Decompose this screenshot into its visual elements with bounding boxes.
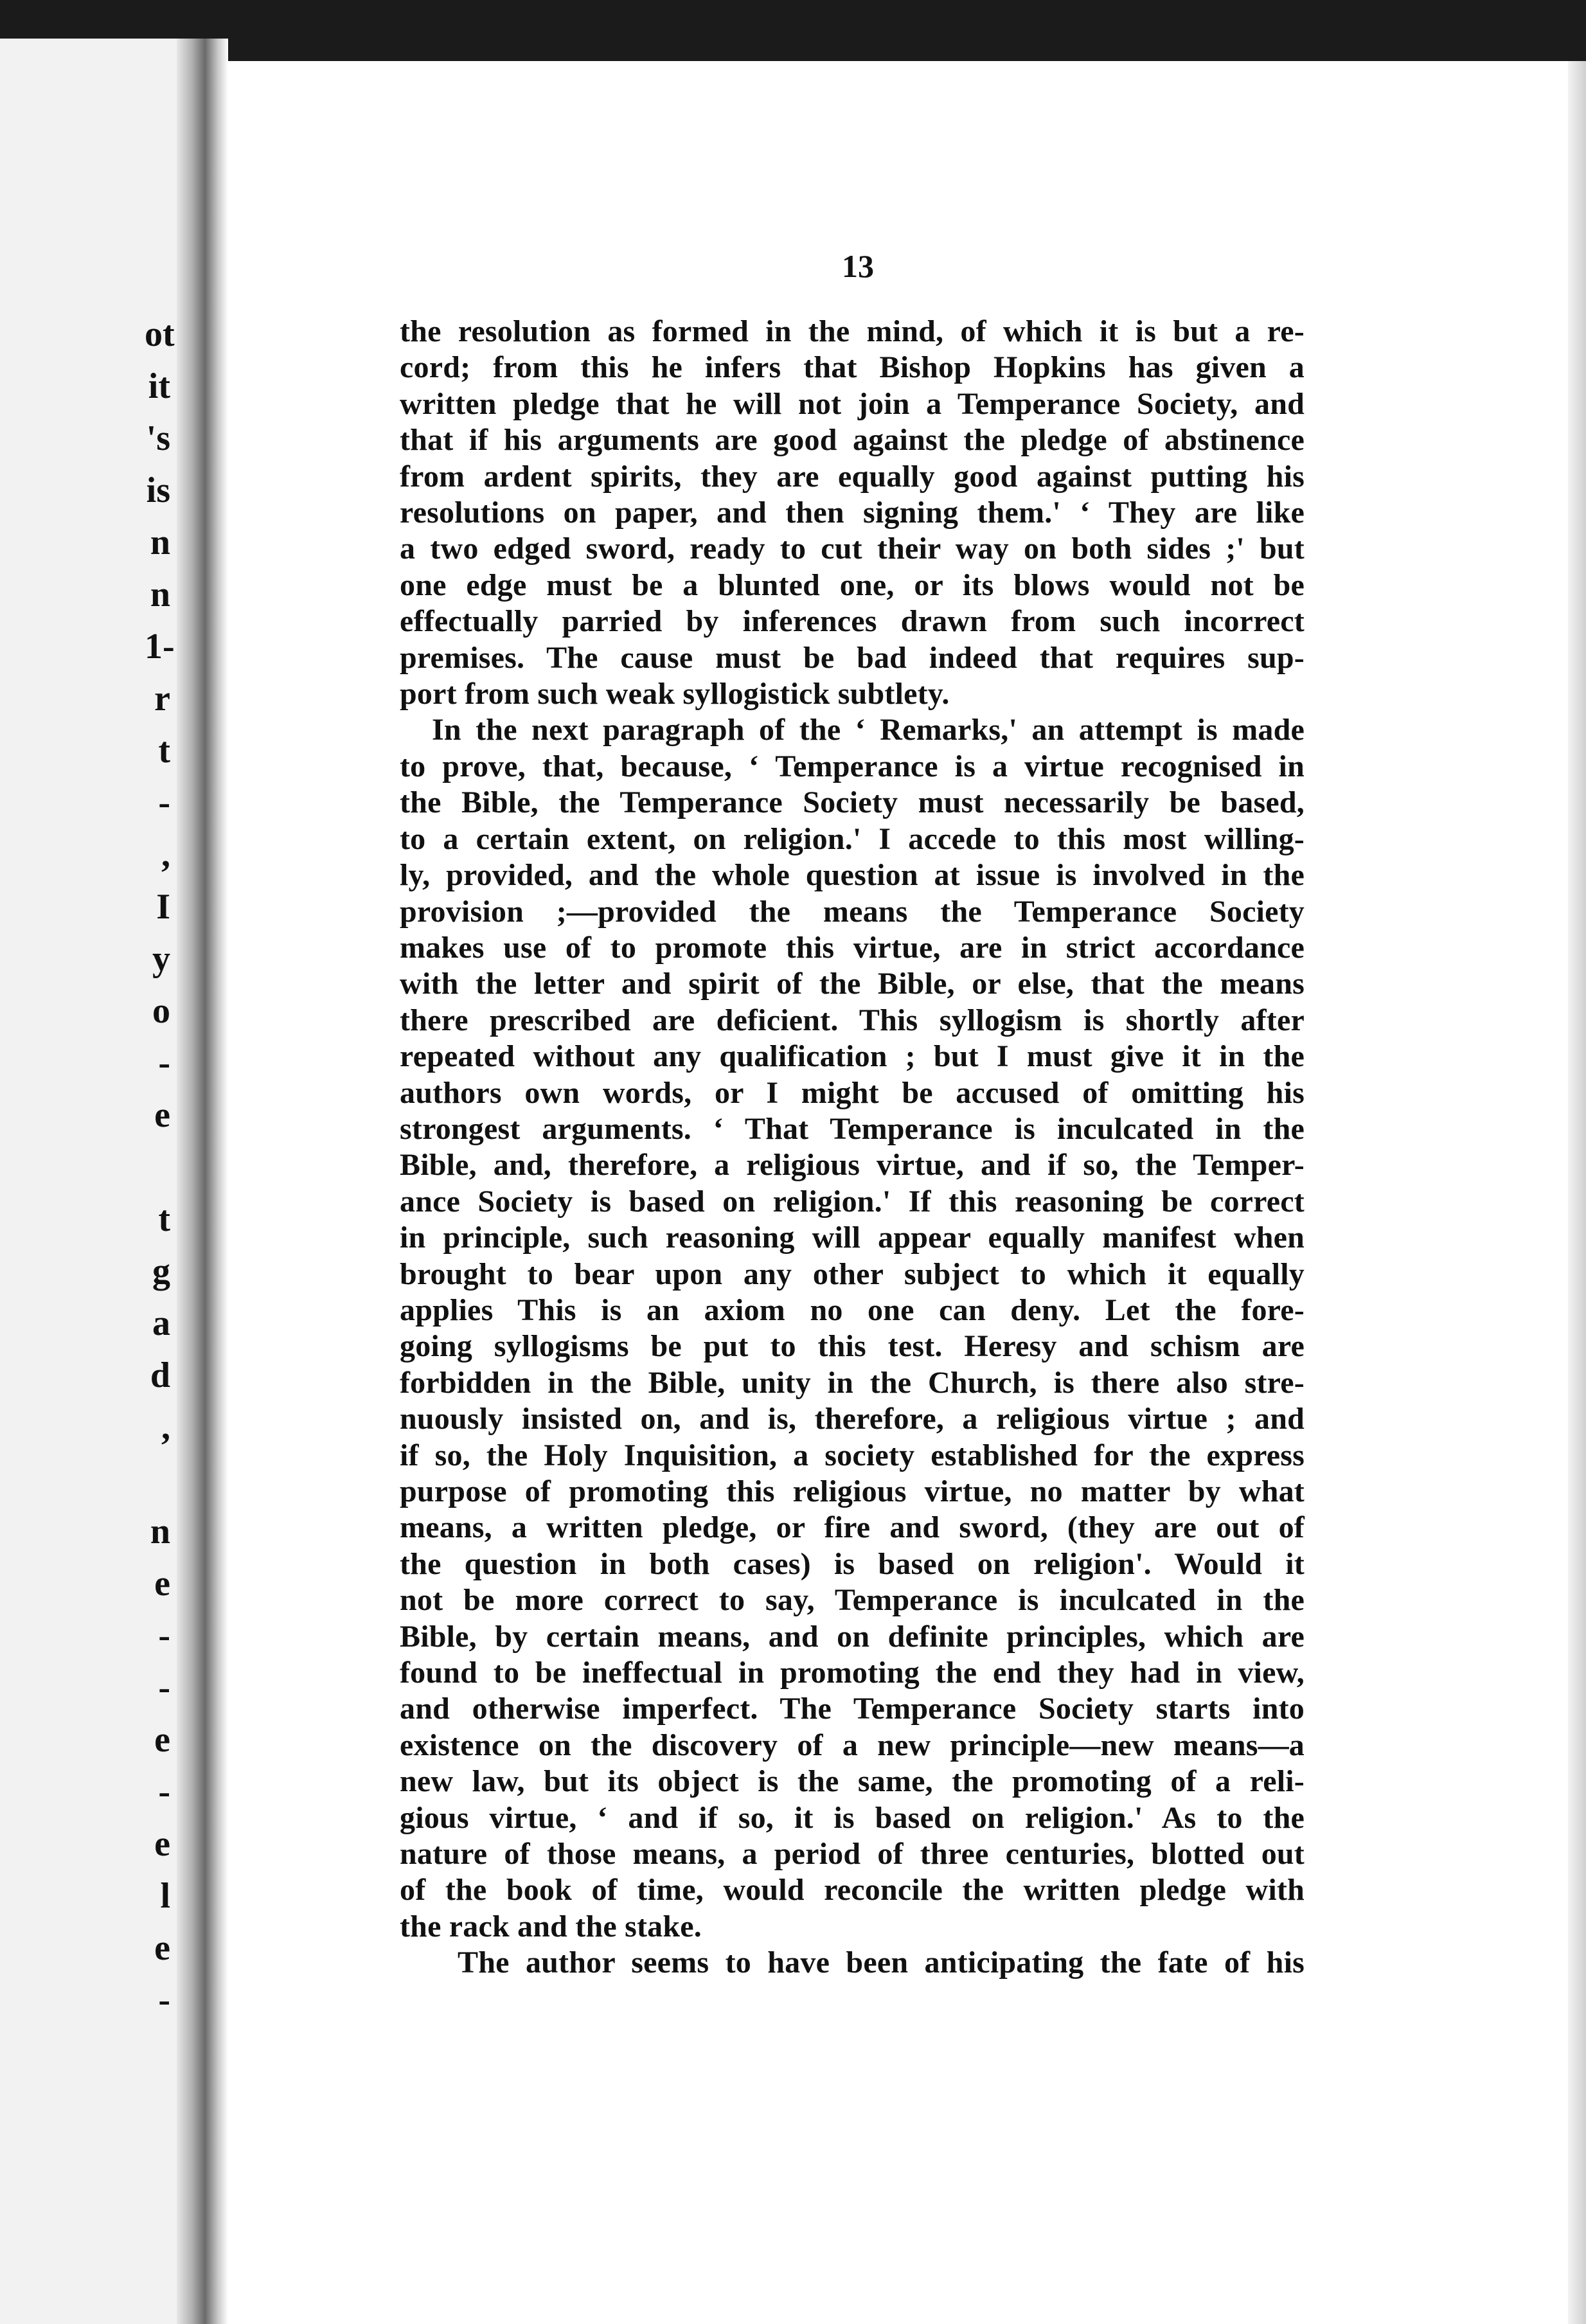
text-line: written pledge that he will not join a Temperance Society, and [400, 386, 1305, 421]
text-line: Bible, by certain means, and on definite principles, which are [400, 1619, 1305, 1654]
text-line: with the letter and spirit of the Bible, or else, that the means [400, 967, 1305, 1001]
text-line: premises. The cause must be bad indeed that requires sup- [400, 640, 1305, 675]
text-line: and otherwise imperfect. The Temperance Society starts into [400, 1692, 1305, 1726]
text-line: the question in both cases) is based on religion'. Would it [400, 1546, 1305, 1581]
text-line: cord; from this he infers that Bishop Hopkins has given a [400, 350, 1305, 385]
text-line: port from such weak syllogistick subtlety. [400, 677, 950, 711]
text-line: to a certain extent, on religion.' I accede to this most willing- [400, 821, 1305, 856]
text-line: means, a written pledge, or fire and sword, (they are out of [400, 1510, 1305, 1545]
text-line: in principle, such reasoning will appear equally manifest when [400, 1220, 1305, 1255]
text-line: not be more correct to say, Temperance is inculcated in the [400, 1583, 1305, 1618]
text-line: ance Society is based on religion.' If this reasoning be correct [400, 1184, 1305, 1219]
text-line: of the book of time, would reconcile the written pledge with [400, 1873, 1305, 1908]
body-text [400, 314, 1305, 1981]
text-line: found to be ineffectual in promoting the end they had in view, [400, 1656, 1305, 1690]
text-line: from ardent spirits, they are equally good against putting his [400, 459, 1305, 494]
text-line: going syllogisms be put to this test. Heresy and schism are [400, 1329, 1305, 1364]
text-line: nature of those means, a period of three centuries, blotted out [400, 1837, 1305, 1872]
text-line: if so, the Holy Inquisition, a society established for the express [400, 1438, 1305, 1472]
text-line: brought to bear upon any other subject to which it equally [400, 1256, 1305, 1291]
text-line: strongest arguments. ‘ That Temperance is inculcated in the [400, 1111, 1305, 1146]
text-line: existence on the discovery of a new principle—new means—a [400, 1728, 1305, 1762]
text-line: purpose of promoting this religious virtue, no matter by what [400, 1474, 1305, 1508]
text-line: the rack and the stake. [400, 1909, 702, 1944]
page-right-edge [1568, 61, 1586, 2324]
text-line: one edge must be a blunted one, or its blows would not be [400, 568, 1305, 602]
text-line: nuously insisted on, and is, therefore, a religious virtue ; and [400, 1402, 1305, 1436]
facing-page-edge [0, 39, 177, 2324]
text-line: repeated without any qualification ; but I must give it in the [400, 1039, 1305, 1074]
text-line: a two edged sword, ready to cut their way on both sides ;' but [400, 532, 1305, 566]
text-line: In the next paragraph of the ‘ Remarks,' an attempt is made [432, 713, 1305, 747]
text-line: applies This is an axiom no one can deny. Let the fore- [400, 1292, 1305, 1327]
text-line: makes use of to promote this virtue, are in strict accordance [400, 930, 1305, 965]
text-line: new law, but its object is the same, the promoting of a reli- [400, 1764, 1305, 1799]
text-line: that if his arguments are good against the pledge of abstinence [400, 423, 1305, 458]
text-line: ly, provided, and the whole question at issue is involved in the [400, 858, 1305, 893]
text-line: forbidden in the Bible, unity in the Church, is there also stre- [400, 1365, 1305, 1400]
text-line: effectually parried by inferences drawn from such incorrect [400, 604, 1305, 639]
text-line: Bible, and, therefore, a religious virtue, and if so, the Temper- [400, 1148, 1305, 1183]
text-line: the resolution as formed in the mind, of which it is but a re- [400, 314, 1305, 348]
text-line: there prescribed are deficient. This syllogism is shortly after [400, 1003, 1305, 1037]
text-line: gious virtue, ‘ and if so, it is based on religion.' As to the [400, 1800, 1305, 1835]
facing-page-text-fragments: ot it 's is n n 1- r t - , I y o - e t g a d , n e - - e - e l e - [145, 314, 175, 2020]
text-line: authors own words, or I might be accused of omitting his [400, 1075, 1305, 1110]
page-number: 13 [842, 248, 874, 284]
text-line: provision ;—provided the means the Temperance Society [400, 894, 1305, 929]
scan-top-border [0, 0, 1586, 61]
text-line: to prove, that, because, ‘ Temperance is a virtue recognised in [400, 749, 1305, 783]
book-gutter [177, 39, 228, 2324]
text-line: The author seems to have been anticipating the fate of his [458, 1945, 1305, 1980]
text-line: the Bible, the Temperance Society must necessarily be based, [400, 785, 1305, 820]
text-line: resolutions on paper, and then signing them.' ‘ They are like [400, 496, 1305, 530]
